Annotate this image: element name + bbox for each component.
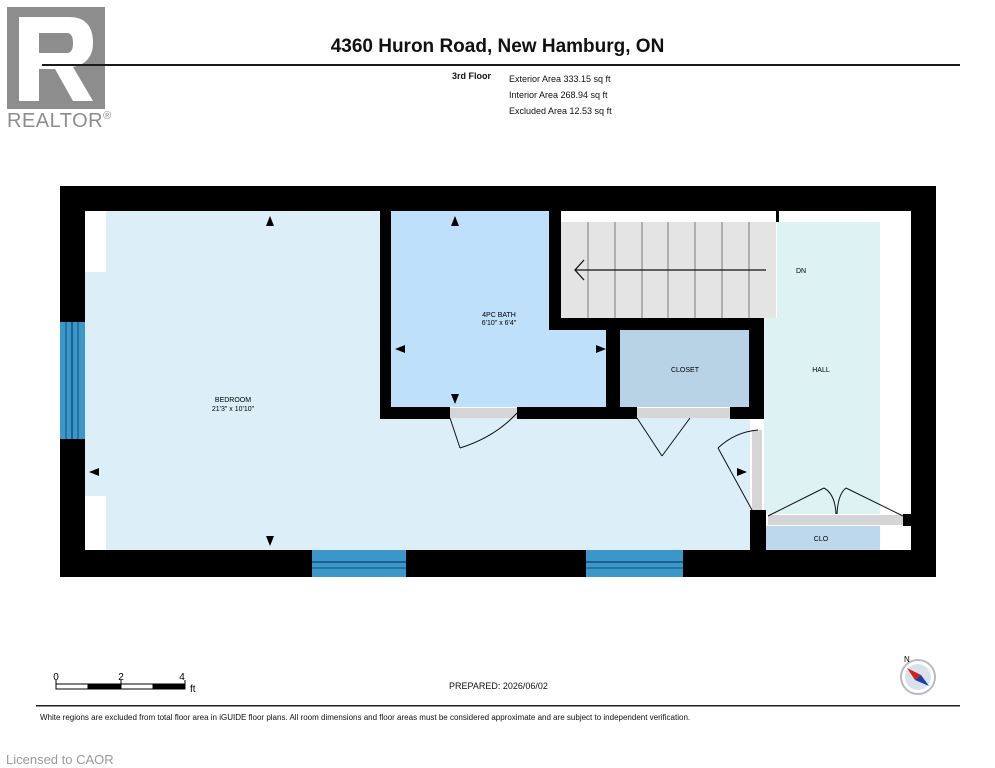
- hall-strip: [764, 318, 777, 514]
- clo-label: CLO: [813, 536, 829, 543]
- disclaimer-text: White regions are excluded from total floor area in iGUIDE floor plans. All room dimensions and floor areas must be considered approximate and are subject to independent verification.: [40, 713, 691, 722]
- page-title: 4360 Huron Road, New Hamburg, ON: [330, 36, 665, 57]
- exterior-area: Exterior Area 333.15 sq ft: [509, 74, 611, 84]
- bath-dims: 6'10" x 6'4": [481, 320, 517, 327]
- registered-mark: ®: [103, 110, 112, 122]
- bath-extension: [549, 328, 606, 407]
- scale-label-0: 0: [53, 672, 59, 683]
- floor-label: 3rd Floor: [452, 71, 492, 81]
- scale-unit: ft: [190, 684, 196, 695]
- excluded-area: Excluded Area 12.53 sq ft: [509, 106, 612, 116]
- closet-label: CLOSET: [670, 367, 700, 374]
- compass-north-label: N: [904, 655, 910, 664]
- scale-label-4: 4: [179, 672, 185, 683]
- footer-rule: [36, 705, 960, 707]
- bedroom-alcove: [85, 272, 106, 496]
- bedroom-dims: 21'3" x 10'10": [211, 406, 255, 413]
- compass-icon: [901, 660, 935, 694]
- bath-label: 4PC BATH: [482, 312, 516, 319]
- window-bottom-2: [586, 550, 683, 577]
- scale-label-2: 2: [118, 672, 124, 683]
- bath-area: [391, 211, 549, 407]
- realtor-brand-text: REALTOR: [7, 110, 104, 132]
- prepared-date: PREPARED: 2026/06/02: [449, 681, 548, 691]
- licensed-text: Licensed to CAOR: [6, 752, 114, 767]
- hall-label: HALL: [812, 367, 830, 374]
- bedroom-label: BEDROOM: [214, 397, 252, 404]
- stairs-dn-label: DN: [795, 268, 807, 275]
- window-bottom-1: [312, 550, 406, 577]
- interior-area: Interior Area 268.94 sq ft: [509, 90, 608, 100]
